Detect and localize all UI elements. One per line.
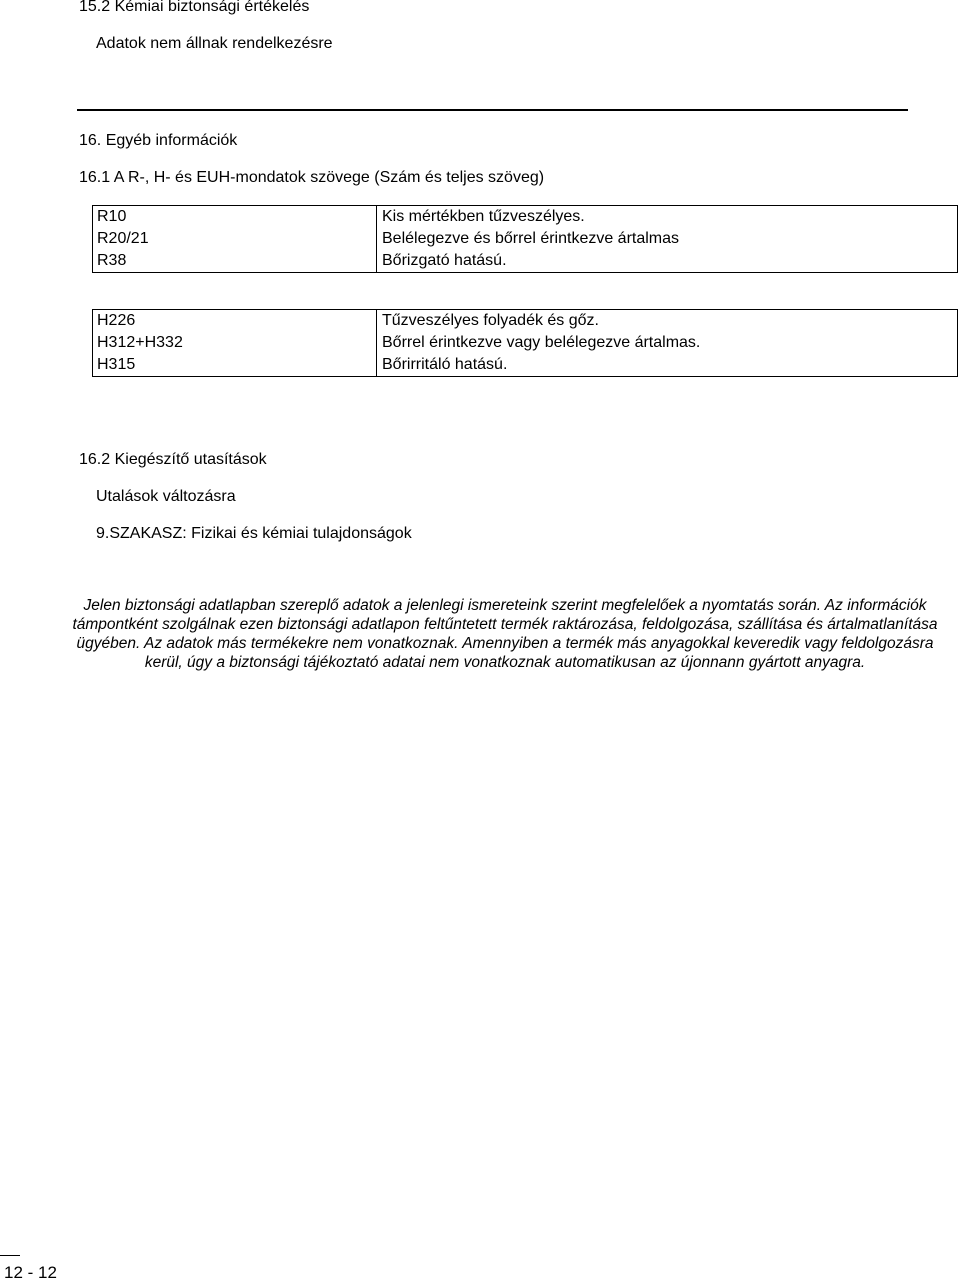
phrase-code: R20/21 [97, 230, 149, 247]
table-row [93, 206, 957, 228]
section-16-heading: 16. Egyéb információk [79, 132, 238, 149]
phrase-text: Bőrirritáló hatású. [382, 356, 508, 373]
footer-rule [0, 1255, 20, 1256]
page-number: 12 - 12 [4, 1263, 57, 1282]
phrase-code: R38 [97, 252, 127, 269]
section-16-2-heading: 16.2 Kiegészítő utasítások [79, 451, 267, 468]
section-15-2-text: Adatok nem állnak rendelkezésre [96, 35, 333, 52]
phrase-code: H226 [97, 312, 136, 329]
phrase-text: Tűzveszélyes folyadék és gőz. [382, 312, 599, 329]
changes-text: 9.SZAKASZ: Fizikai és kémiai tulajdonságok [96, 525, 412, 542]
phrase-code: H312+H332 [97, 334, 183, 351]
phrase-text: Kis mértékben tűzveszélyes. [382, 208, 585, 225]
phrase-code: R10 [97, 208, 127, 225]
table-row [93, 250, 957, 272]
table-row [93, 310, 957, 332]
section-divider [77, 109, 908, 111]
phrase-code: H315 [97, 356, 136, 373]
phrase-text: Bőrizgató hatású. [382, 252, 507, 269]
section-16-1-heading: 16.1 A R-, H- és EUH-mondatok szövege (Szám és teljes szöveg) [79, 169, 545, 186]
phrase-text: Belélegezve és bőrrel érintkezve ártalmas [382, 230, 680, 247]
table-row [93, 332, 957, 354]
phrase-text: Bőrrel érintkezve vagy belélegezve ártalmas. [382, 334, 701, 351]
section-15-2-heading: 15.2 Kémiai biztonsági értékelés [79, 0, 310, 15]
changes-label: Utalások változásra [96, 488, 236, 505]
table-row [93, 354, 957, 376]
disclaimer-text: Jelen biztonsági adatlapban szereplő adatok a jelenlegi ismereteink szerint megfelelőek a nyomtatás során. Az információk támpontként szolgálnak ezen biztonsági adatlapon feltűntetett termék raktározása, feldolgozása, szállítása és ártalmatlanítása ügyében. Az adatok más termékekre nem vonatkoznak. Amennyiben a termék más anyagokkal keveredik vagy feldolgozásra kerül, úgy a biztonsági tájékoztató adatai nem vonatkoznak automatikusan az újonnann gyártott anyagra. [72, 597, 938, 671]
h-phrases-table [92, 309, 958, 377]
r-phrases-table [92, 205, 958, 273]
table-row [93, 228, 957, 250]
